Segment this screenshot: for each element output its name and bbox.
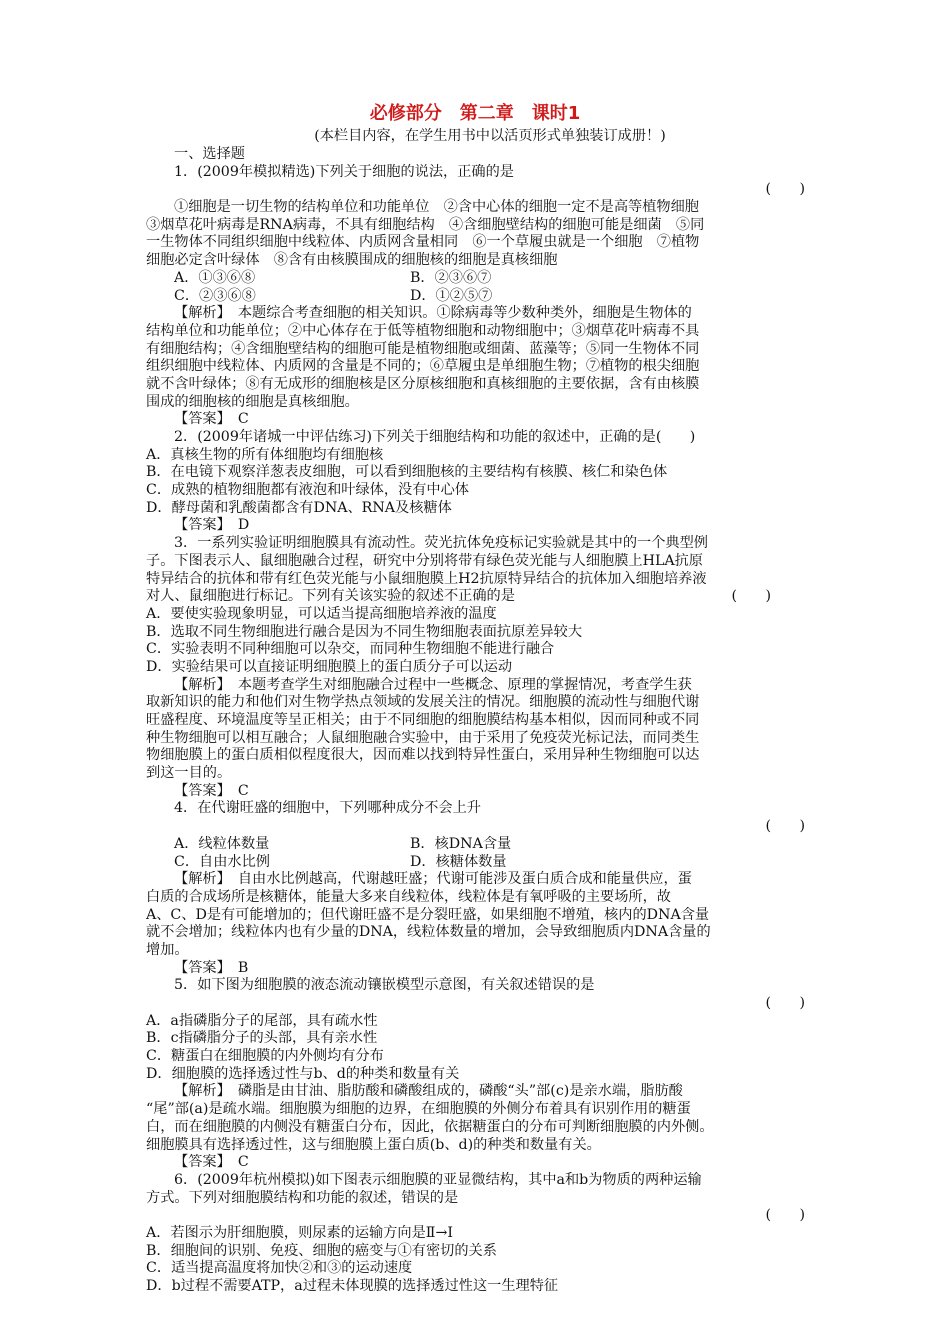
q1-option-a: A．①③⑥⑧	[174, 269, 256, 286]
q6-stem-line: 6．(2009年杭州模拟)如下图表示细胞膜的亚显微结构，其中a和b为物质的两种运输	[174, 1171, 702, 1188]
q4-analysis-line: 白质的合成场所是核糖体，能量大多来自线粒体，线粒体是有氧呼吸的主要场所，故	[146, 888, 671, 905]
analysis-label: 【解析】	[174, 1083, 224, 1100]
q5-answer-paren: ( )	[765, 995, 805, 1011]
q3-analysis-line: 【解析】 本题考查学生对细胞融合过程中一些概念、原理的掌握情况，考查学生获	[174, 676, 692, 693]
q4-answer-paren: ( )	[765, 818, 805, 835]
q6-option-d: D．b过程不需要ATP，a过程未体现膜的选择透过性这一生理特征	[146, 1278, 559, 1294]
q1-answer: 【答案】 C	[174, 411, 249, 428]
q1-statement-line: ③烟草花叶病毒是RNA病毒，不具有细胞结构 ④含细胞壁结构的细胞可能是细菌 ⑤同	[146, 216, 705, 233]
q3-analysis-line: 旺盛程度、环境温度等呈正相关；由于不同细胞的细胞膜结构基本相似，因而同种或不同	[146, 712, 700, 728]
q1-analysis-line: 就不含叶绿体；⑧有无成形的细胞核是区分原核细胞和真核细胞的主要依据，含有由核膜	[146, 375, 700, 392]
q2-answer: 【答案】 D	[174, 517, 250, 534]
q4-option-a: A．线粒体数量	[174, 835, 270, 852]
q2-option-d: D．酵母菌和乳酸菌都含有DNA、RNA及核糖体	[146, 499, 452, 516]
q5-option-d: D．细胞膜的选择透过性与b、d的种类和数量有关	[146, 1065, 460, 1082]
q3-option-d: D．实验结果可以直接证明细胞膜上的蛋白质分子可以运动	[146, 658, 513, 675]
q3-option-a: A．要使实验现象明显，可以适当提高细胞培养液的温度	[146, 605, 497, 622]
q6-option-c: C．适当提高温度将加快②和③的运动速度	[146, 1260, 413, 1277]
q1-answer-paren: ( )	[765, 181, 805, 198]
q5-option-b: B．c指磷脂分子的头部，具有亲水性	[146, 1030, 378, 1047]
q4-option-d: D．核糖体数量	[410, 853, 507, 870]
q5-answer: 【答案】 C	[174, 1154, 249, 1171]
q3-stem-line: 对人、鼠细胞进行标记。下列有关该实验的叙述不正确的是 ( )	[146, 588, 811, 606]
q1-option-d: D．①②⑤⑦	[410, 287, 493, 304]
analysis-label: 【解析】	[174, 305, 224, 322]
q1-analysis-line: 【解析】 本题综合考查细胞的相关知识。①除病毒等少数种类外，细胞是生物体的	[174, 305, 692, 322]
q5-analysis-line: 【解析】 磷脂是由甘油、脂肪酸和磷酸组成的，磷酸“头”部(c)是亲水端，脂肪酸	[174, 1083, 683, 1100]
q5-analysis-line: “尾”部(a)是疏水端。细胞膜为细胞的边界，在细胞膜的外侧分布着具有识别作用的糖蛋	[146, 1101, 691, 1118]
q6-option-a: A．若图示为肝细胞膜，则尿素的运输方向是Ⅱ→Ⅰ	[146, 1224, 453, 1241]
q1-stem: 1．(2009年模拟精选)下列关于细胞的说法，正确的是	[174, 163, 514, 180]
q6-option-b: B．细胞间的识别、免疫、细胞的癌变与①有密切的关系	[146, 1242, 497, 1259]
q1-options-row	[146, 270, 811, 288]
page-subtitle: (本栏目内容，在学生用书中以活页形式单独装订成册！)	[314, 128, 666, 144]
analysis-label: 【解析】	[174, 676, 224, 693]
q1-option-b: B．②③⑥⑦	[410, 269, 492, 286]
q1-option-c: C．②③⑥⑧	[174, 287, 256, 304]
q4-answer: 【答案】 B	[174, 959, 249, 976]
q3-analysis-line: 物细胞膜上的蛋白质相似程度很大，因而难以找到特异性蛋白，采用异种生物细胞可以达	[146, 747, 700, 764]
q3-stem-line: 3．一系列实验证明细胞膜具有流动性。荧光抗体免疫标记实验就是其中的一个典型例	[174, 535, 708, 552]
q3-answer: 【答案】 C	[174, 782, 249, 799]
q3-analysis-line: 取新知识的能力和他们对生物学热点领域的发展关注的情况。细胞膜的流动性与细胞代谢	[146, 694, 700, 711]
q1-analysis-line: 结构单位和功能单位；②中心体存在于低等植物细胞和动物细胞中；③烟草花叶病毒不具	[146, 322, 700, 339]
q5-analysis-line: 白，而在细胞膜的内侧没有糖蛋白分布，因此，依据糖蛋白的分布可判断细胞膜的内外侧。	[146, 1118, 714, 1135]
q3-option-c: C．实验表明不同种细胞可以杂交，而同种生物细胞不能进行融合	[146, 641, 555, 658]
q4-option-c: C．自由水比例	[174, 853, 270, 870]
q5-analysis-line: 细胞膜具有选择透过性，这与细胞膜上蛋白质(b、d)的种类和数量有关。	[146, 1136, 601, 1153]
document-body	[146, 146, 811, 1296]
answer-label: 【答案】	[174, 517, 224, 534]
q1-statement-line: 一生物体不同组织细胞中线粒体、内质网含量相同 ⑥一个草履虫就是一个细胞 ⑦植物	[146, 234, 700, 251]
q4-stem: 4．在代谢旺盛的细胞中，下列哪种成分不会上升	[174, 800, 481, 817]
answer-label: 【答案】	[174, 782, 224, 799]
page-title: 必修部分 第二章 课时1	[369, 103, 581, 124]
q2-option-b: B．在电镜下观察洋葱表皮细胞，可以看到细胞核的主要结构有核膜、核仁和染色体	[146, 464, 668, 481]
q1-options-row	[146, 288, 811, 306]
q3-stem-line: 特异结合的抗体和带有红色荧光能与小鼠细胞膜上H2抗原特异结合的抗体加入细胞培养液	[146, 570, 707, 587]
analysis-label: 【解析】	[174, 871, 224, 888]
section-heading: 一、选择题	[174, 146, 245, 162]
q1-analysis-line: 有细胞结构；④含细胞壁结构的细胞可能是植物细胞或细菌、蓝藻等；⑤同一生物体不同	[146, 340, 700, 357]
q4-option-b: B．核DNA含量	[410, 835, 512, 852]
q3-answer-paren: ( )	[731, 588, 771, 605]
q4-analysis-line: 增加。	[146, 941, 189, 958]
q1-analysis-line: 围成的细胞核的细胞是真核细胞。	[146, 393, 359, 410]
q4-options-row	[146, 836, 811, 854]
answer-label: 【答案】	[174, 959, 224, 976]
q3-analysis-line: 到这一目的。	[146, 765, 232, 782]
q1-statement-line: 细胞必定含叶绿体 ⑧含有由核膜围成的细胞核的细胞是真核细胞	[146, 252, 558, 269]
q5-stem: 5．如下图为细胞膜的液态流动镶嵌模型示意图，有关叙述错误的是	[174, 977, 595, 994]
q2-stem: 2．(2009年诸城一中评估练习)下列关于细胞结构和功能的叙述中，正确的是( )	[174, 429, 696, 445]
q4-analysis-line: 就不会增加；线粒体内也有少量的DNA，线粒体数量的增加，会导致细胞质内DNA含量的	[146, 924, 711, 941]
q4-options-row	[146, 854, 811, 872]
answer-label: 【答案】	[174, 1154, 224, 1171]
q5-option-a: A．a指磷脂分子的尾部，具有疏水性	[146, 1012, 378, 1029]
q5-option-c: C．糖蛋白在细胞膜的内外侧均有分布	[146, 1048, 384, 1065]
q6-answer-paren: ( )	[765, 1207, 805, 1224]
q4-analysis-line: 【解析】 自由水比例越高，代谢越旺盛；代谢可能涉及蛋白质合成和能量供应，蛋	[174, 871, 692, 888]
q6-stem-line: 方式。下列对细胞膜结构和功能的叙述，错误的是	[146, 1189, 459, 1206]
q1-statement-line: ①细胞是一切生物的结构单位和功能单位 ②含中心体的细胞一定不是高等植物细胞	[174, 199, 699, 216]
q3-option-b: B．选取不同生物细胞进行融合是因为不同生物细胞表面抗原差异较大	[146, 623, 583, 640]
q2-option-a: A．真核生物的所有体细胞均有细胞核	[146, 446, 384, 463]
q1-analysis-line: 组织细胞中线粒体、内质网的含量是不同的；⑥草履虫是单细胞生物；⑦植物的根尖细胞	[146, 358, 700, 375]
q2-option-c: C．成熟的植物细胞都有液泡和叶绿体，没有中心体	[146, 482, 469, 499]
q4-analysis-line: A、C、D是有可能增加的；但代谢旺盛不是分裂旺盛，如果细胞不增殖，核内的DNA含量	[146, 906, 710, 923]
q3-analysis-line: 种生物细胞可以相互融合；人鼠细胞融合实验中，由于采用了免疫荧光标记法，而同类生	[146, 729, 700, 746]
q3-stem-line: 子。下图表示人、鼠细胞融合过程，研究中分别将带有绿色荧光能与人细胞膜上HLA抗原	[146, 552, 703, 569]
answer-label: 【答案】	[174, 411, 224, 428]
